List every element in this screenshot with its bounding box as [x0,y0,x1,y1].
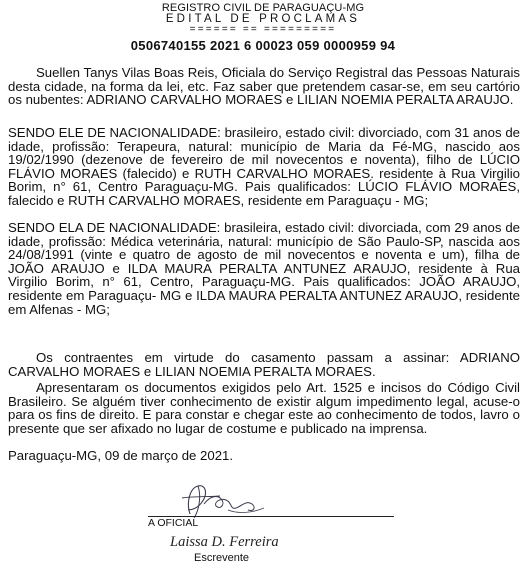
signatory-name: Laissa D. Ferreira [170,534,279,550]
document-title: EDITAL DE PROCLAMAS [165,13,361,25]
registry-name: REGISTRO CIVIL DE PARAGUAÇU-MG [161,2,365,14]
registry-code: 0506740155 2021 6 00023 059 0000959 94 [130,38,396,53]
officer-label: A OFICIAL [148,517,199,529]
bride-paragraph: SENDO ELA DE NACIONALIDADE: brasileira, estado civil: divorciada, com 29 anos de idade, profissão: Médica veterinária, natural: município de São Paulo-SP, nascida aos 24/08/1991 (vinte e quatro de agosto de mil novecentos e noventa e um), filha de JOÃO ARAUJO e ILDA MAURA PERALTA ANTUNEZ ARAUJO, residente à Rua Virgilio Borim, n° 61, Centro, Paraguaçu-MG. Pais qualificados: JOÃO ARAUJO, residente em Paraguaçu- MG e ILDA MAURA PERALTA ANTUNEZ ARAUJO, residente em Alfenas - MG; [8,220,520,317]
title-underline: ====== == ========= [189,24,337,35]
groom-paragraph: SENDO ELE DE NACIONALIDADE: brasileiro, estado civil: divorciado, com 31 anos de idade, profissão: Terapeura, natural: município de Maria da Fé-MG, nascido aos 19/02/1990 (dezenove de fevereiro de mil novecentos e noventa), filho de LÚCIO FLÁVIO MORAES (falecido) e RUTH CARVALHO MORAES. residente à Rua Virgilio Borim, n° 61, Centro Paraguaçu-MG. Pais qualificados: LÚCIO FLÁVIO MORAES, falecido e RUTH CARVALHO MORAES, residente em Paraguaçu - MG; [8,125,520,208]
intro-paragraph: Suellen Tanys Vilas Boas Reis, Oficiala do Serviço Registral das Pessoas Naturais desta cidade, na forma da lei, etc. Faz saber que pretendem casar-se, em seu cartório os nubentes: ADRIANO CARVALHO MORAES e LILIAN NOEMIA PERALTA ARAUJO. [8,65,520,108]
date-line: Paraguaçu-MG, 09 de março de 2021. [8,448,234,463]
documents-paragraph: Apresentaram os documentos exigidos pelo Art. 1525 e incisos do Código Civil Brasileiro. Se alguém tiver conhecimento de existir algum impedimento legal, acuse-o para os fins de direito. E para constar e chegar este ao conhecimento de todos, lavro o presente que ser afixado no lugar de costume e publicado na imprensa. [8,380,520,436]
signing-paragraph: Os contraentes em virtude do casamento passam a assinar: ADRIANO CARVALHO MORAES e LILIAN NOEMIA PERALTA MORAES. [8,350,520,379]
signatory-role: Escrevente [194,552,250,564]
